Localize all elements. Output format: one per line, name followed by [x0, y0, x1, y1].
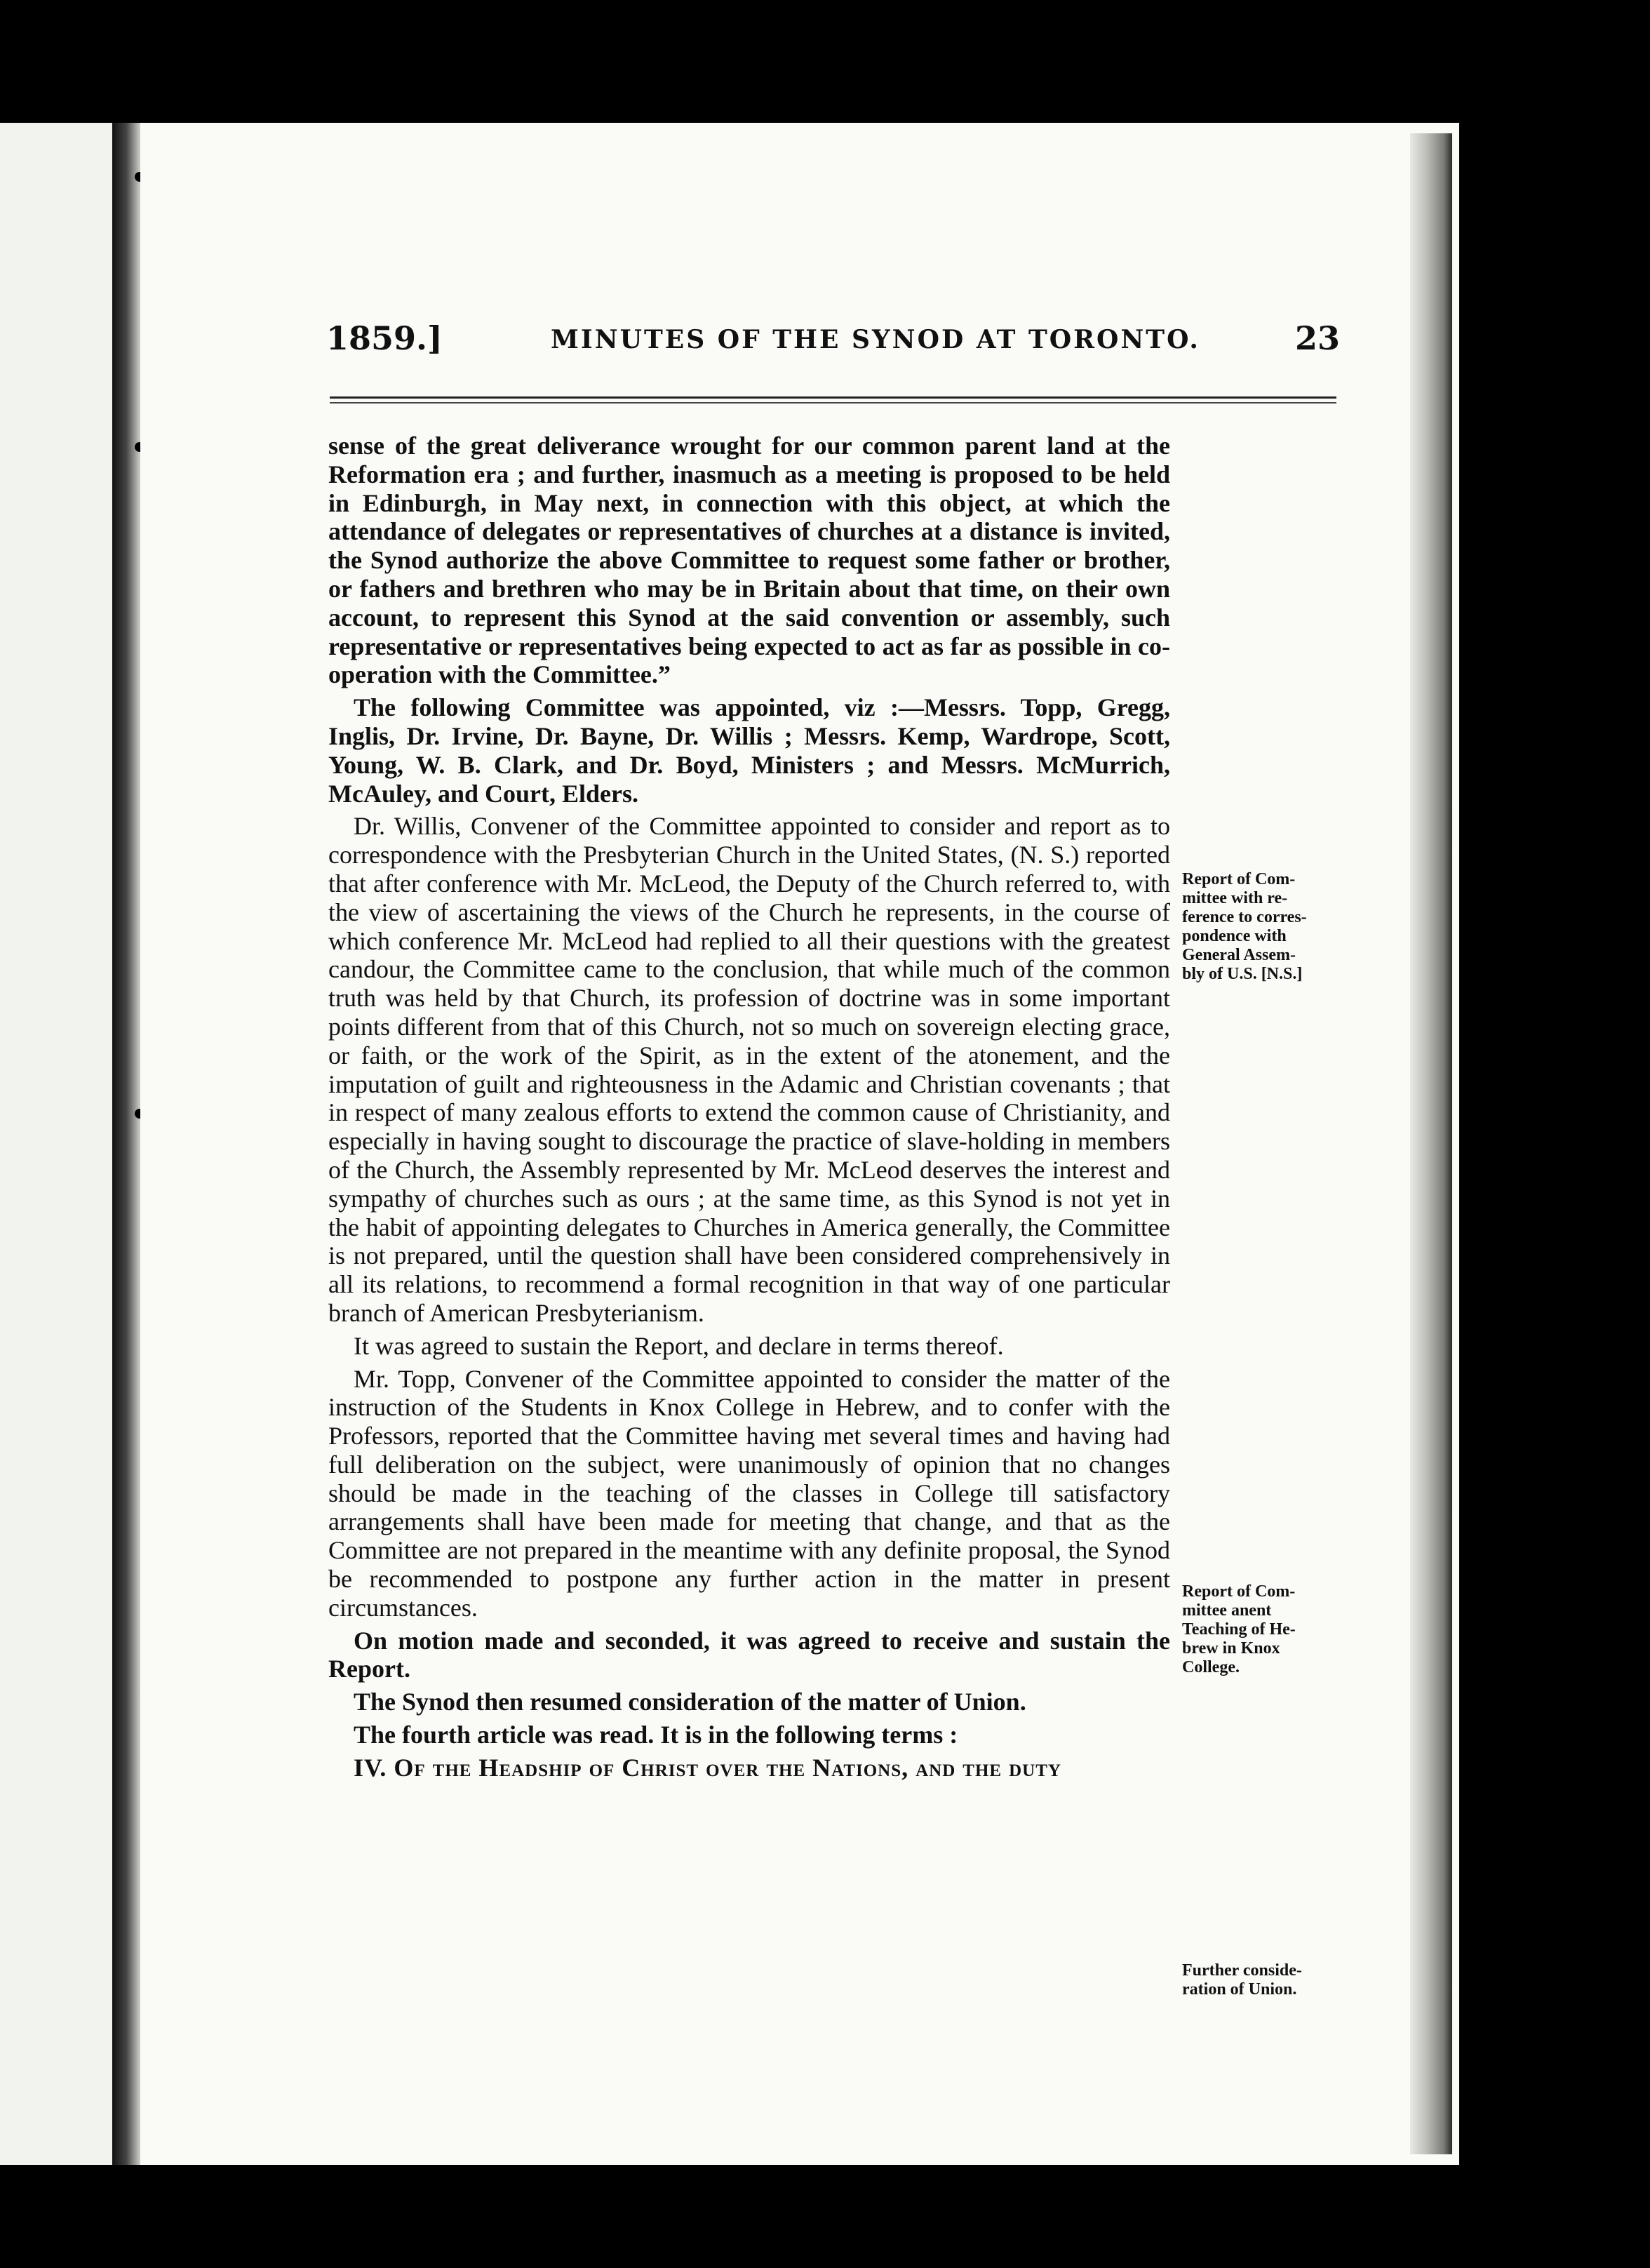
paragraph: The following Committee was appointed, viz :—Messrs. Topp, Gregg, Inglis, Dr. Irvine, Dr. Bayne, Dr. Willis ; Messrs. Kemp, Wardrope, Scott, Young, W. B. Clark, and Dr. Boyd, Ministers ; and Messrs. McMurrich, McAuley, and Court, Elders.	[328, 693, 1170, 808]
margin-line: pondence with	[1182, 927, 1287, 945]
margin-note-correspondence	[1182, 870, 1350, 984]
facing-page	[0, 123, 112, 2165]
margin-note-union	[1182, 1961, 1350, 1999]
header-title: MINUTES OF THE SYNOD AT TORONTO.	[551, 325, 1200, 354]
article-heading: IV. Of the Headship of Christ over the Nations, and the duty	[354, 1753, 1061, 1782]
paragraph: On motion made and seconded, it was agreed to receive and sustain the Report.	[328, 1626, 1170, 1683]
margin-line: mittee with re-	[1182, 889, 1288, 907]
margin-line: ference to corres-	[1182, 908, 1307, 926]
book-gutter	[112, 123, 140, 2165]
paragraph: Dr. Willis, Convener of the Committee appointed to consider and report as to correspondence with the Presbyterian Church in the United States, (N. S.) reported that after conference with Mr. McLeod, the Deputy of the Church referred to, with the view of ascertaining the views of the Church he represents, in the course of which conference Mr. McLeod had replied to all their questions with the greatest candour, the Committee came to the conclusion, that while much of the common truth was held by that Church, its profession of doctrine was in some important points different from that of this Church, not so much on sovereign electing grace, or faith, or the work of the Spirit, as in the extent of the atonement, and the imputation of guilt and righteousness in the Adamic and Christian covenants ; that in respect of many zealous efforts to extend the common cause of Christianity, and especially in having sought to discourage the practice of slave-holding in members of the Church, the Assembly represented by Mr. McLeod deserves the interest and sympathy of churches such as ours ; at the same time, as this Synod is not yet in the habit of appointing delegates to Churches in America generally, the Committee is not prepared, until the question shall have been considered comprehensively in all its relations, to recommend a formal recognition in that way of one particular branch of American Presbyterianism.	[328, 812, 1170, 1327]
margin-line: bly of U.S. [N.S.]	[1182, 965, 1303, 983]
margin-line: Report of Com-	[1182, 1582, 1296, 1601]
paragraph: It was agreed to sustain the Report, and declare in terms thereof.	[354, 1331, 1004, 1360]
paragraph: The fourth article was read. It is in the following terms :	[354, 1721, 958, 1749]
page-number: 23	[1294, 319, 1340, 357]
main-text	[328, 432, 1170, 1787]
margin-line: ration of Union.	[1182, 1980, 1297, 1999]
margin-line: Report of Com-	[1182, 870, 1296, 888]
paragraph: Mr. Topp, Convener of the Committee appointed to consider the matter of the instruction of the Students in Knox College in Hebrew, and to confer with the Professors, reported that the Committee having met several times and having had full deliberation on the subject, were unanimously of opinion that no changes should be made in the teaching of the classes in College till satisfactory arrangements shall have been made for meeting that change, and that as the Committee are not prepared in the meantime with any definite proposal, the Synod be recommended to postpone any further action in the matter in present circumstances.	[328, 1364, 1170, 1622]
margin-line: brew in Knox	[1182, 1639, 1280, 1657]
running-header	[326, 319, 1340, 361]
margin-line: Further conside-	[1182, 1961, 1302, 1980]
header-rule	[330, 396, 1336, 403]
margin-line: mittee anent	[1182, 1601, 1272, 1620]
margin-line: Teaching of He-	[1182, 1620, 1296, 1639]
paragraph: sense of the great deliverance wrought for our common parent land at the Reformation era ; and further, inasmuch as a meeting is proposed to be held in Edinburgh, in May next, in connection with this object, at which the attendance of delegates or representatives of churches at a distance is invited, the Synod authorize the above Committee to request some father or brother, or fathers and brethren who may be in Britain about that time, on their own account, to represent this Synod at the said convention or assembly, such representative or representatives being expected to act as far as possible in co-operation with the Committee.”	[328, 432, 1170, 689]
margin-line: General Assem-	[1182, 946, 1296, 964]
margin-line: College.	[1182, 1658, 1240, 1676]
margin-note-hebrew	[1182, 1582, 1350, 1677]
paragraph: The Synod then resumed consideration of the matter of Union.	[354, 1688, 1026, 1716]
header-year: 1859.]	[326, 319, 443, 357]
page-edge	[1410, 133, 1452, 2154]
